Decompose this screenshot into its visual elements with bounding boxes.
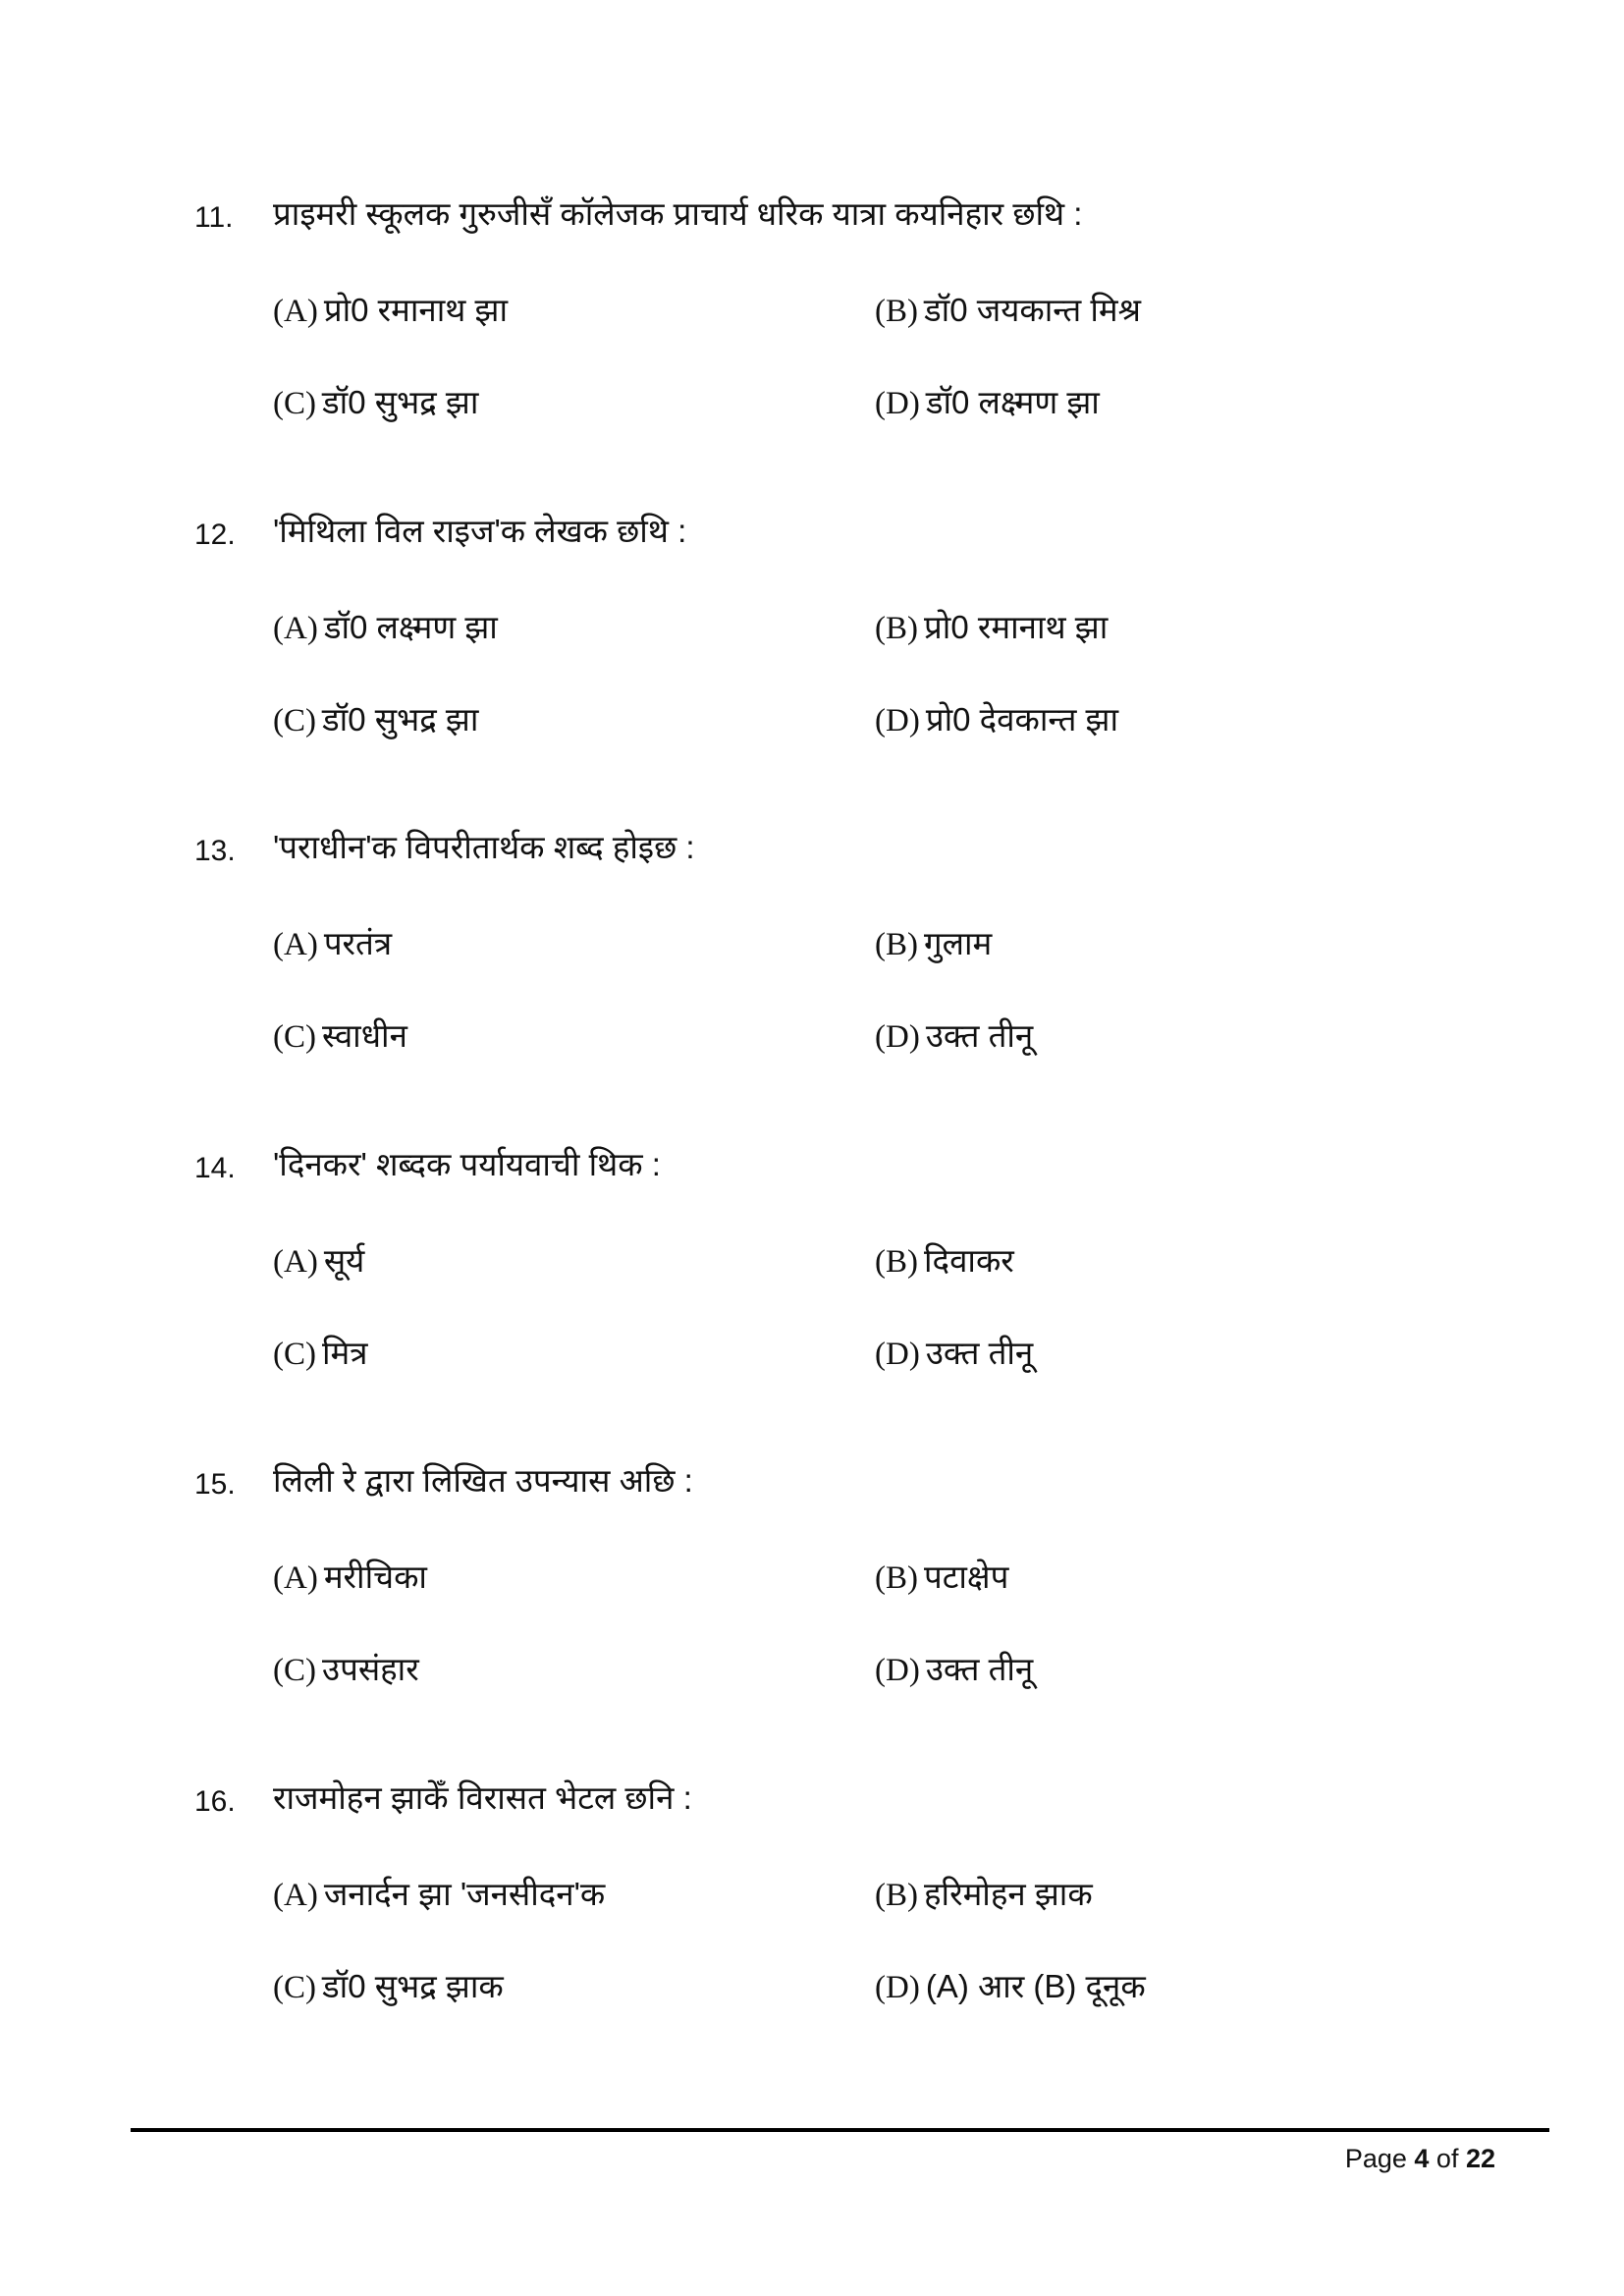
question-number: 12. (194, 518, 236, 551)
option-c[interactable] (273, 1648, 419, 1692)
question-number: 15. (194, 1468, 236, 1501)
option-label: (D) (875, 386, 920, 421)
total-pages: 22 (1465, 2144, 1495, 2173)
option-d[interactable] (875, 1332, 1033, 1376)
question-text: लिली रे द्वारा लिखित उपन्यास अछि : (273, 1462, 693, 1499)
option-d[interactable] (875, 1014, 1033, 1059)
page-number (1345, 2139, 1495, 2178)
option-label: (B) (875, 927, 918, 962)
option-a[interactable] (273, 606, 498, 650)
question-number: 11. (194, 201, 234, 234)
option-text: प्रो0 रमानाथ झा (323, 292, 509, 328)
option-text: सूर्य (323, 1241, 365, 1279)
option-label: (B) (875, 1560, 918, 1596)
option-label: (B) (875, 294, 918, 329)
option-d[interactable] (875, 1965, 1146, 2009)
option-label: (B) (875, 1877, 918, 1913)
option-label: (A) (273, 1877, 318, 1913)
option-text: उक्त तीनू (925, 1334, 1034, 1371)
option-label: (A) (273, 610, 318, 646)
option-c[interactable] (273, 1332, 368, 1376)
option-text: जनार्दन झा 'जनसीदन'क (323, 1875, 606, 1912)
option-label: (C) (273, 1969, 316, 2005)
option-text: पटाक्षेप (924, 1558, 1009, 1595)
question-11 (0, 196, 1624, 513)
question-number: 13. (194, 835, 236, 867)
option-label: (B) (875, 1243, 918, 1280)
current-page: 4 (1414, 2144, 1430, 2173)
option-text: मित्र (322, 1334, 368, 1371)
option-label: (D) (875, 1336, 920, 1372)
question-number: 16. (194, 1784, 236, 1818)
option-a[interactable] (273, 289, 508, 333)
question-text: 'दिनकर' शब्दक पर्यायवाची थिक : (273, 1145, 661, 1182)
option-c[interactable] (273, 381, 478, 425)
option-text: डॉ0 सुभद्र झा (322, 700, 479, 738)
option-c[interactable] (273, 1965, 504, 2009)
option-b[interactable] (875, 289, 1141, 333)
option-d[interactable] (875, 698, 1118, 742)
option-label: (C) (273, 386, 316, 421)
question-16 (0, 1780, 1624, 2097)
question-14 (0, 1147, 1624, 1463)
question-text: 'मिथिला विल राइज'क लेखक छथि : (273, 512, 687, 549)
option-text: (A) आर (B) दूनूक (925, 1967, 1146, 2004)
option-label: (A) (273, 1560, 318, 1596)
option-text: गुलाम (924, 925, 993, 961)
footer-divider (131, 2128, 1549, 2132)
option-d[interactable] (875, 1648, 1033, 1692)
question-text: 'पराधीन'क विपरीतार्थक शब्द होइछ : (273, 829, 695, 865)
option-text: डॉ0 सुभद्र झा (322, 384, 479, 420)
option-label: (C) (273, 1336, 316, 1372)
option-a[interactable] (273, 1556, 427, 1600)
option-label: (B) (875, 610, 918, 646)
option-c[interactable] (273, 698, 478, 742)
option-label: (A) (273, 927, 318, 962)
option-d[interactable] (875, 381, 1100, 425)
option-a[interactable] (273, 1239, 364, 1284)
option-label: (D) (875, 702, 920, 738)
question-13 (0, 830, 1624, 1146)
option-label: (C) (273, 1019, 316, 1055)
question-text: प्राइमरी स्कूलक गुरुजीसँ कॉलेजक प्राचार्य धरिक यात्रा कयनिहार छथि : (273, 195, 1083, 232)
option-text: मरीचिका (323, 1558, 427, 1595)
option-label: (C) (273, 1653, 316, 1688)
option-b[interactable] (875, 1873, 1093, 1917)
option-label: (A) (273, 1243, 318, 1280)
option-text: स्वाधीन (322, 1017, 407, 1054)
option-text: दिवाकर (924, 1241, 1014, 1279)
option-text: हरिमोहन झाक (924, 1875, 1093, 1912)
option-b[interactable] (875, 922, 992, 966)
option-a[interactable] (273, 922, 392, 966)
option-text: डॉ0 सुभद्र झाक (322, 1967, 504, 2004)
option-b[interactable] (875, 606, 1108, 650)
option-text: प्रो0 देवकान्त झा (925, 700, 1119, 738)
option-text: उक्त तीनू (925, 1017, 1034, 1054)
question-15 (0, 1463, 1624, 1779)
question-text: राजमोहन झाकेँ विरासत भेटल छनि : (273, 1778, 692, 1816)
option-text: परतंत्र (323, 925, 393, 961)
option-text: डॉ0 लक्ष्मण झा (323, 608, 498, 645)
option-a[interactable] (273, 1873, 605, 1917)
question-number: 14. (194, 1151, 236, 1184)
option-text: डॉ0 लक्ष्मण झा (925, 384, 1100, 420)
option-text: डॉ0 जयकान्त मिश्र (924, 292, 1142, 328)
option-text: प्रो0 रमानाथ झा (924, 608, 1109, 645)
option-c[interactable] (273, 1014, 407, 1059)
page-prefix: Page (1344, 2144, 1415, 2173)
question-12 (0, 514, 1624, 830)
option-label: (C) (273, 702, 316, 738)
option-text: उपसंहार (322, 1651, 419, 1687)
option-label: (D) (875, 1969, 920, 2005)
option-text: उक्त तीनू (925, 1651, 1034, 1687)
page-of: of (1429, 2144, 1466, 2173)
option-b[interactable] (875, 1239, 1014, 1284)
option-label: (D) (875, 1653, 920, 1688)
option-label: (D) (875, 1019, 920, 1055)
option-b[interactable] (875, 1556, 1008, 1600)
option-label: (A) (273, 294, 318, 329)
